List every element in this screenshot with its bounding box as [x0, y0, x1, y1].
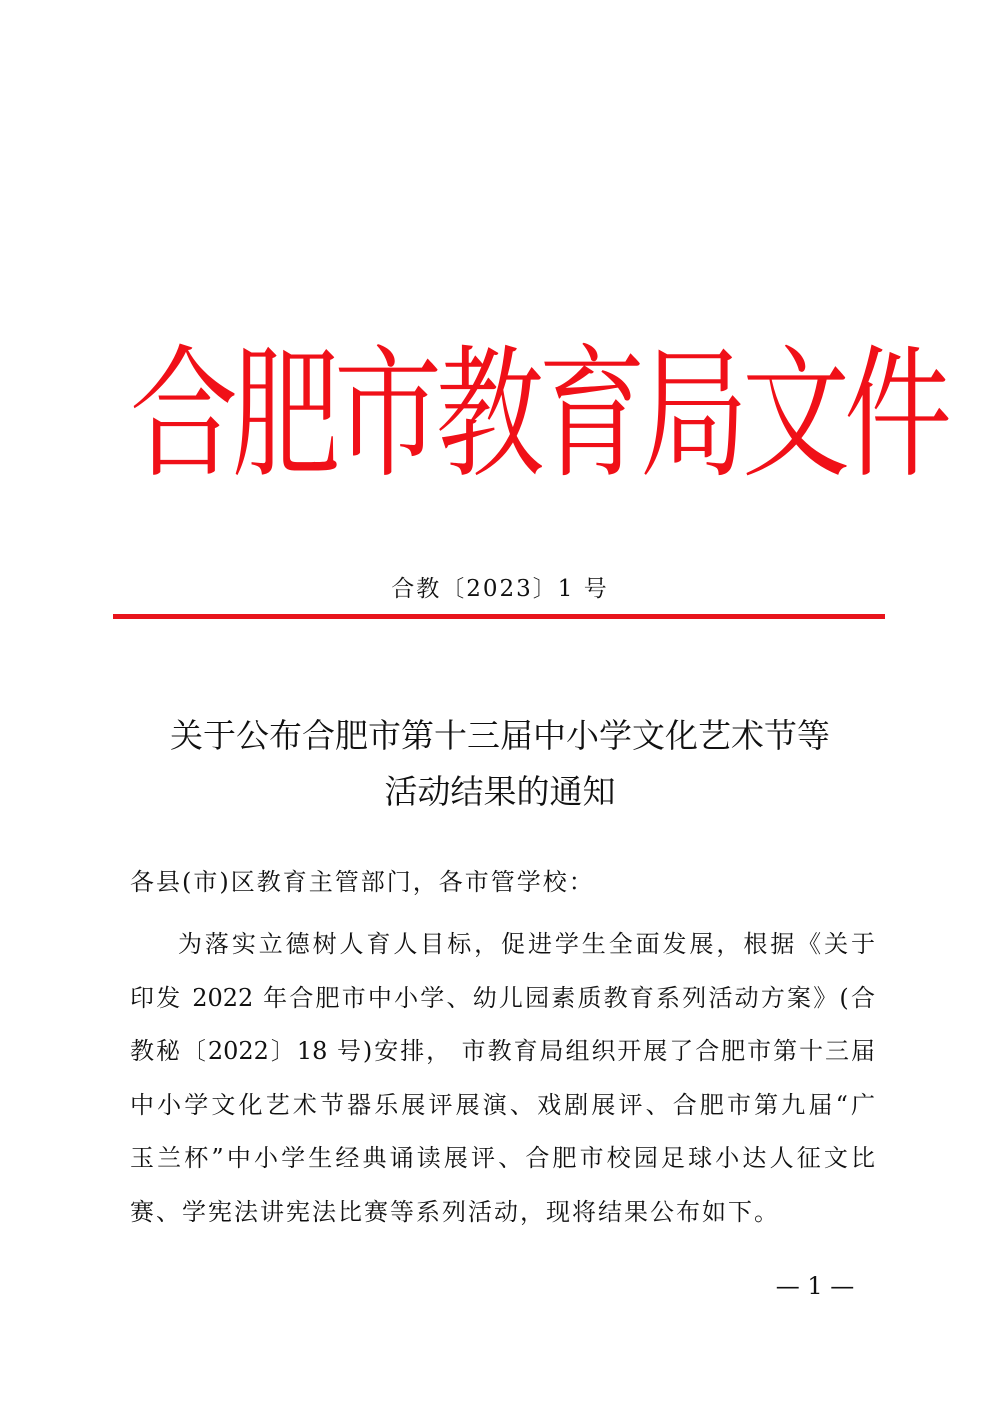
body-line: 为落实立德树人育人目标，促进学生全面发展，根据《关于: [178, 930, 875, 958]
notice-title-line-2: 活动结果的通知: [384, 772, 616, 811]
notice-title-line-1: 关于公布合肥市第十三届中小学文化艺术节等: [170, 716, 830, 755]
masthead-title: 合肥市教育局文件: [130, 333, 947, 499]
body-line: 中小学文化艺术节器乐展评展演、戏剧展评、合肥市第九届“广: [130, 1090, 875, 1119]
red-divider-rule: [113, 614, 885, 619]
page-number: — 1 —: [775, 1272, 855, 1300]
body-line: 印发 2022 年合肥市中小学、幼儿园素质教育系列活动方案》(合: [130, 983, 875, 1012]
body-line: 教秘〔2022〕18 号)安排， 市教育局组织开展了合肥市第十三届: [130, 1037, 875, 1065]
notice-title: [100, 708, 900, 820]
salutation: 各县(市)区教育主管部门，各市管学校：: [130, 868, 595, 896]
body-line: 玉兰杯”中小学生经典诵读展评、合肥市校园足球小达人征文比: [130, 1144, 875, 1172]
document-number: 合教〔2023〕1 号: [391, 576, 609, 602]
body-line: 赛、学宪法讲宪法比赛等系列活动，现将结果公布如下。: [130, 1197, 780, 1226]
body-paragraph: [130, 918, 875, 1239]
